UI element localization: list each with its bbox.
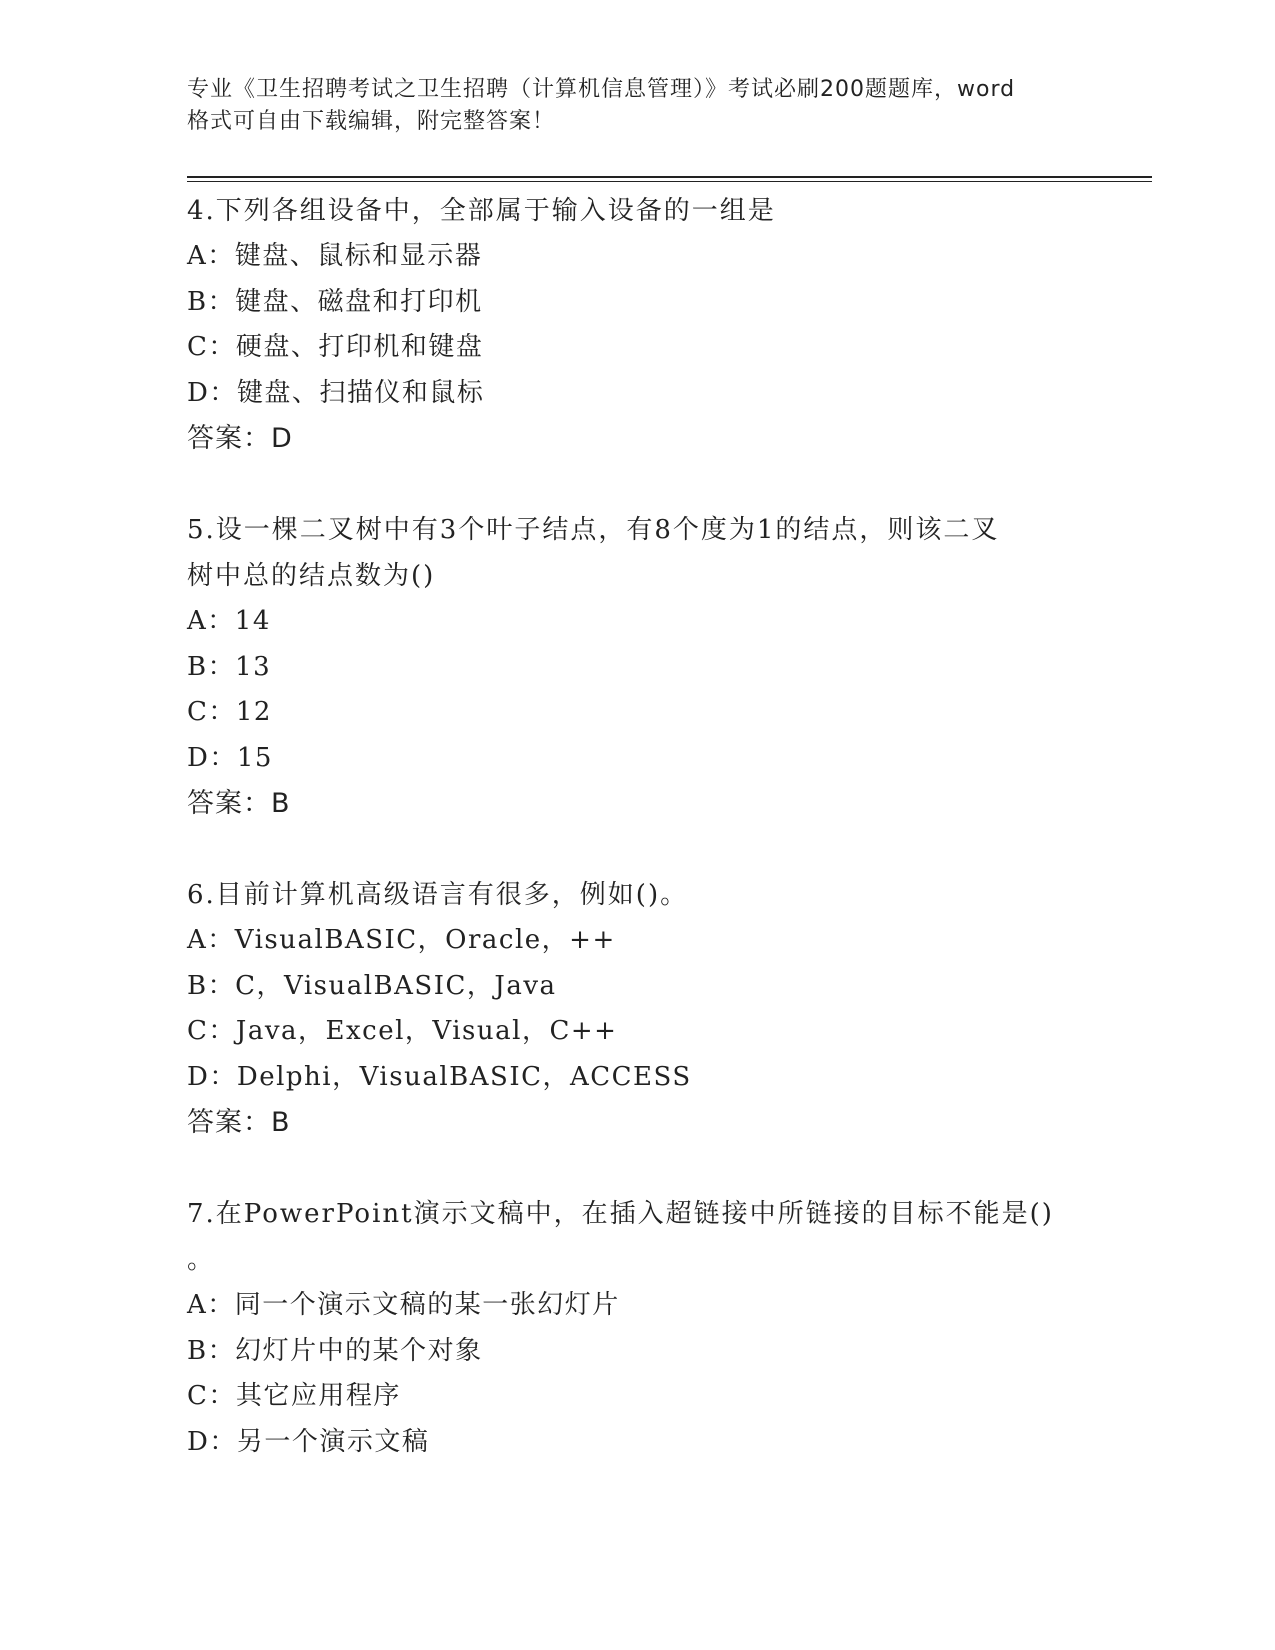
- option-d: D：15: [187, 742, 273, 773]
- question-6: [187, 872, 1087, 1145]
- header-line-1: 专业《卫生招聘考试之卫生招聘（计算机信息管理）》考试必刷200题题库，word: [187, 77, 1016, 102]
- spacer: [187, 461, 1087, 507]
- question-5: [187, 507, 1087, 826]
- question-stem: [187, 507, 1087, 599]
- header-divider-thick: [187, 176, 1152, 178]
- option-b: B：C，VisualBASIC，Java: [187, 970, 557, 1001]
- question-4: [187, 188, 1087, 461]
- option-b: B：键盘、磁盘和打印机: [187, 286, 483, 317]
- answer-text: 答案：D: [187, 423, 293, 454]
- document-header: [187, 74, 1087, 138]
- spacer: [187, 826, 1087, 872]
- option-d: D：另一个演示文稿: [187, 1426, 430, 1457]
- option-a: A：同一个演示文稿的某一张幻灯片: [187, 1290, 620, 1320]
- question-stem-line: 4.下列各组设备中，全部属于输入设备的一组是: [187, 196, 776, 226]
- option-d: D：Delphi，VisualBASIC，ACCESS: [187, 1061, 692, 1092]
- option-a: A：VisualBASIC，Oracle，++: [187, 925, 616, 955]
- question-stem-line: 7.在PowerPoint演示文稿中，在插入超链接中所链接的目标不能是(): [187, 1199, 1054, 1229]
- option-c: C：硬盘、打印机和键盘: [187, 332, 484, 362]
- answer-text: 答案：B: [187, 1107, 291, 1138]
- header-line-2: 格式可自由下载编辑，附完整答案！: [187, 109, 556, 134]
- option-b: B：13: [187, 651, 272, 682]
- option-c: C：12: [187, 697, 272, 727]
- question-stem: [187, 1191, 1087, 1283]
- answer-text: 答案：B: [187, 788, 291, 819]
- header-divider-thin: [187, 181, 1152, 182]
- option-b: B：幻灯片中的某个对象: [187, 1335, 483, 1366]
- option-a: A：14: [187, 606, 271, 636]
- question-stem: [187, 188, 1087, 234]
- option-a: A：键盘、鼠标和显示器: [187, 241, 483, 271]
- question-stem-line: 6.目前计算机高级语言有很多，例如()。: [187, 880, 689, 910]
- question-stem-line: 树中总的结点数为(): [187, 561, 436, 591]
- question-stem: [187, 872, 1087, 918]
- option-d: D：键盘、扫描仪和鼠标: [187, 377, 485, 408]
- question-stem-line: 5.设一棵二叉树中有3个叶子结点，有8个度为1的结点，则该二叉: [187, 515, 1000, 545]
- question-stem-line: 。: [187, 1245, 216, 1275]
- option-c: C：Java，Excel，Visual，C++: [187, 1016, 618, 1046]
- question-7: [187, 1191, 1087, 1465]
- question-list: [187, 188, 1087, 1465]
- spacer: [187, 1145, 1087, 1191]
- option-c: C：其它应用程序: [187, 1381, 401, 1411]
